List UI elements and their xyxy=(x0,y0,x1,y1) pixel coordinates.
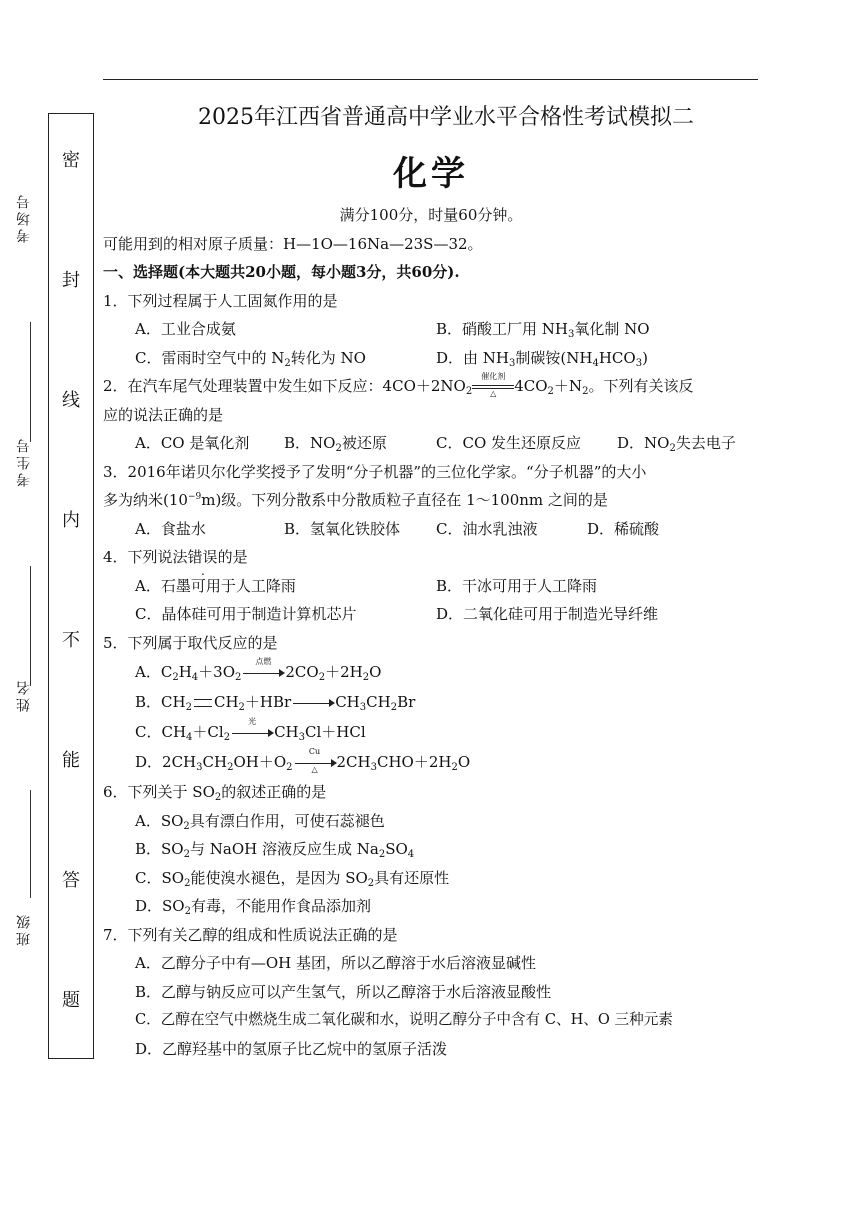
seal-char: 能 xyxy=(62,750,80,771)
question-6-stem: 6．下列关于 $SO_2$的叙述正确的是 xyxy=(103,783,327,803)
q4-option-a: A．石墨可用于人工降雨 xyxy=(135,576,296,595)
reaction-arrow: 光 xyxy=(230,726,274,740)
q2-option-c: C．CO 发生还原反应 xyxy=(436,434,582,452)
question-3-options xyxy=(103,515,759,544)
q6-option-b: B．$SO_2$与 NaOH 溶液反应生成 $Na_2SO_4$ xyxy=(135,840,415,860)
q6-option-d: D．$SO_2$有毒，不能用作食品添加剂 xyxy=(135,897,371,917)
student-number-line xyxy=(30,566,31,686)
q2-option-d: D．$NO_2$失去电子 xyxy=(617,434,736,454)
top-rule xyxy=(103,79,758,80)
question-1-options-row2 xyxy=(103,344,759,373)
reaction-arrow: Cu △ xyxy=(293,756,337,770)
exam-info: 满分100分，时量60分钟。 xyxy=(339,206,523,224)
q1-option-c: C．雷雨时空气中的 $N_2$转化为 NO xyxy=(135,348,366,369)
seal-box xyxy=(48,113,94,1059)
seal-char: 内 xyxy=(62,510,80,531)
seal-char: 封 xyxy=(62,270,80,291)
q3-option-d: D．稀硫酸 xyxy=(587,519,660,538)
seal-char: 题 xyxy=(62,990,80,1011)
q3-option-b: B．氢氧化铁胶体 xyxy=(284,519,401,538)
q7-option-c: C．乙醇在空气中燃烧生成二氧化碳和水，说明乙醇分子中含有 C、H、O 三种元素 xyxy=(135,1011,673,1028)
name-line xyxy=(30,790,31,898)
question-4-options-row2 xyxy=(103,600,759,629)
name-label: 姓名 xyxy=(16,678,32,712)
q4-option-b: B．干冰可用于人工降雨 xyxy=(436,576,598,595)
q5-option-b: B．$CH_2$ $CH_2+HBr$ $CH_3CH_2Br$ xyxy=(135,693,416,713)
catalyst-equal-sign: 催化剂 △ xyxy=(472,380,514,394)
q5-option-a: A．$C_2H_4+3O_2$ 点燃 $2CO_2+2H_2O$ xyxy=(135,657,382,683)
name-field xyxy=(14,678,38,712)
q2-option-b: B．$NO_2$被还原 xyxy=(284,434,387,454)
q7-option-a: A．乙醇分子中有—OH 基团，所以乙醇溶于水后溶液显碱性 xyxy=(135,954,536,972)
q5-option-c: C．$CH_4+Cl_2$ 光 $CH_3Cl+HCl$ xyxy=(135,717,366,743)
q6-option-a: A．$SO_2$具有漂白作用，可使石蕊褪色 xyxy=(135,811,385,832)
question-4-stem: 4．下列说法错误的是 xyxy=(103,548,248,566)
atomic-masses: 可能用到的相对原子质量：H—1O—16Na—23S—32。 xyxy=(103,234,483,253)
question-4-options-row1 xyxy=(103,572,759,601)
q4-option-d: D．二氧化硅可用于制造光导纤维 xyxy=(436,605,659,623)
question-3-stem-line2: 多为纳米$(10^{-9}m)$级。下列分散系中分散质粒子直径在 1～100nm 之间的是 xyxy=(103,491,608,509)
q1-option-d: D．由 $NH_3$制碳铵$(NH_4HCO_3)$ xyxy=(436,348,648,369)
question-5-stem: 5．下列属于取代反应的是 xyxy=(103,633,278,652)
q3-option-a: A．食盐水 xyxy=(135,519,206,538)
q7-option-b: B．乙醇与钠反应可以产生氢气，所以乙醇溶于水后溶液显酸性 xyxy=(135,982,552,1001)
q2-option-a: A．CO 是氧化剂 xyxy=(135,434,250,452)
class-field xyxy=(14,912,38,946)
class-label: 班级 xyxy=(16,912,32,946)
q4-option-c: C．晶体硅可用于制造计算机芯片 xyxy=(135,605,357,623)
question-2-options xyxy=(103,429,759,458)
student-number-label: 考生号 xyxy=(16,436,32,487)
seal-char: 不 xyxy=(62,630,80,651)
q7-option-d: D．乙醇羟基中的氢原子比乙烷中的氢原子活泼 xyxy=(135,1039,448,1058)
seal-char: 密 xyxy=(62,150,80,171)
q1-option-a: A．工业合成氨 xyxy=(135,320,236,338)
student-number-field xyxy=(14,436,38,487)
exam-room-line xyxy=(30,322,31,442)
q5-option-d: D．$2CH_3CH_2OH+O_2$ Cu △ $2CH_3CHO+2H_2O$ xyxy=(135,747,471,774)
q6-option-c: C．$SO_2$能使溴水褪色，是因为 $SO_2$具有还原性 xyxy=(135,868,450,889)
q1-option-b: B．硝酸工厂用 $NH_3$氧化制 NO xyxy=(436,320,650,340)
seal-char: 线 xyxy=(62,390,80,411)
seal-char: 答 xyxy=(62,870,80,891)
exam-room-label: 考场号 xyxy=(16,192,32,243)
exam-title: 2025年江西省普通高中学业水平合格性考试模拟二 xyxy=(198,105,694,130)
emphasis-word: 错误 xyxy=(187,548,218,566)
question-3-stem: 3．2016年诺贝尔化学奖授予了发明“分子机器”的三位化学家。“分子机器”的大小 xyxy=(103,462,647,481)
reaction-arrow: 点燃 xyxy=(241,666,285,680)
subject-title: 化学 xyxy=(393,154,469,194)
reaction-arrow xyxy=(291,696,335,710)
question-2-stem-line2: 应的说法正确的是 xyxy=(103,405,224,424)
question-1-stem: 1．下列过程属于人工固氮作用的是 xyxy=(103,291,338,310)
double-bond xyxy=(194,699,212,707)
question-7-stem: 7．下列有关乙醇的组成和性质说法正确的是 xyxy=(103,925,398,944)
q3-option-c: C．油水乳浊液 xyxy=(436,519,538,538)
section-title: 一、选择题(本大题共20小题，每小题3分，共60分). xyxy=(103,263,460,281)
question-2-stem: 2．在汽车尾气处理装置中发生如下反应：$4CO+2NO_2$ 催化剂 △ $4CO_2+N_2$。下列有关该反 xyxy=(103,372,694,398)
exam-content xyxy=(103,97,759,1063)
exam-room-field xyxy=(14,192,38,243)
question-1-options-row1 xyxy=(103,315,759,344)
